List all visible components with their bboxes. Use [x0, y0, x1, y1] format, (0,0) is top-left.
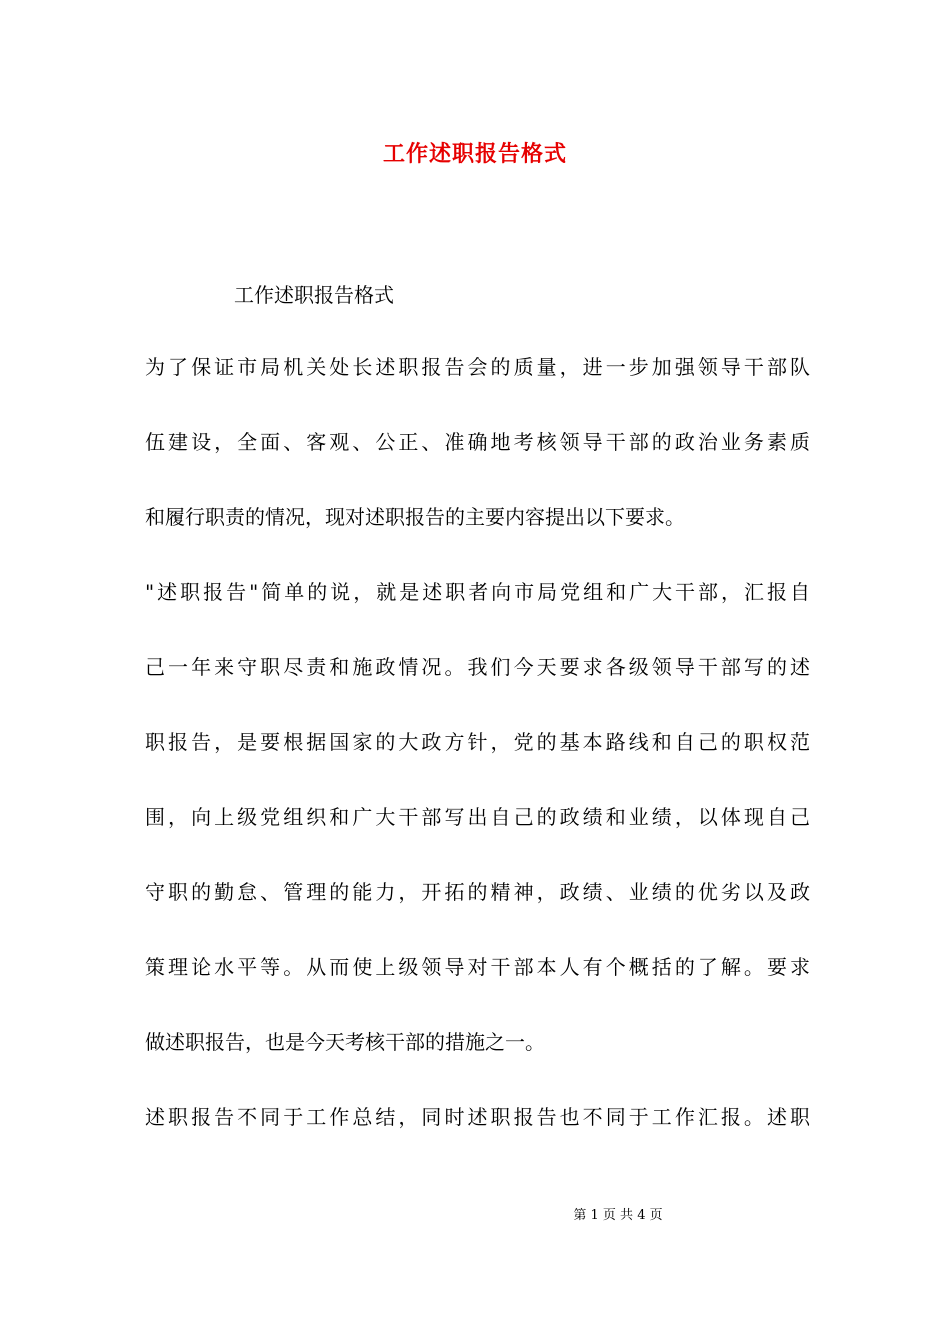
body-line: 策理论水平等。从而使上级领导对干部本人有个概括的了解。要求: [145, 955, 810, 979]
body-line: 守职的勤怠、管理的能力，开拓的精神，政绩、业绩的优劣以及政: [145, 880, 810, 904]
body-line: 职报告，是要根据国家的大政方针，党的基本路线和自己的职权范: [145, 730, 810, 754]
body-line: 为了保证市局机关处长述职报告会的质量，进一步加强领导干部队: [145, 355, 810, 379]
body-line: 己一年来守职尽责和施政情况。我们今天要求各级领导干部写的述: [145, 655, 810, 679]
body-line: 做述职报告，也是今天考核干部的措施之一。: [145, 1030, 545, 1054]
body-line: 围，向上级党组织和广大干部写出自己的政绩和业绩，以体现自己: [145, 805, 810, 829]
body-line: 伍建设，全面、客观、公正、准确地考核领导干部的政治业务素质: [145, 430, 810, 454]
body-line: "述职报告"简单的说，就是述职者向市局党组和广大干部，汇报自: [145, 580, 810, 604]
document-title: 工作述职报告格式: [382, 141, 567, 167]
body-line: 和履行职责的情况，现对述职报告的主要内容提出以下要求。: [145, 505, 685, 529]
document-subtitle: 工作述职报告格式: [234, 283, 394, 307]
page-number: 第 1 页 共 4 页: [573, 1208, 663, 1223]
body-line: 述职报告不同于工作总结，同时述职报告也不同于工作汇报。述职: [145, 1105, 810, 1129]
